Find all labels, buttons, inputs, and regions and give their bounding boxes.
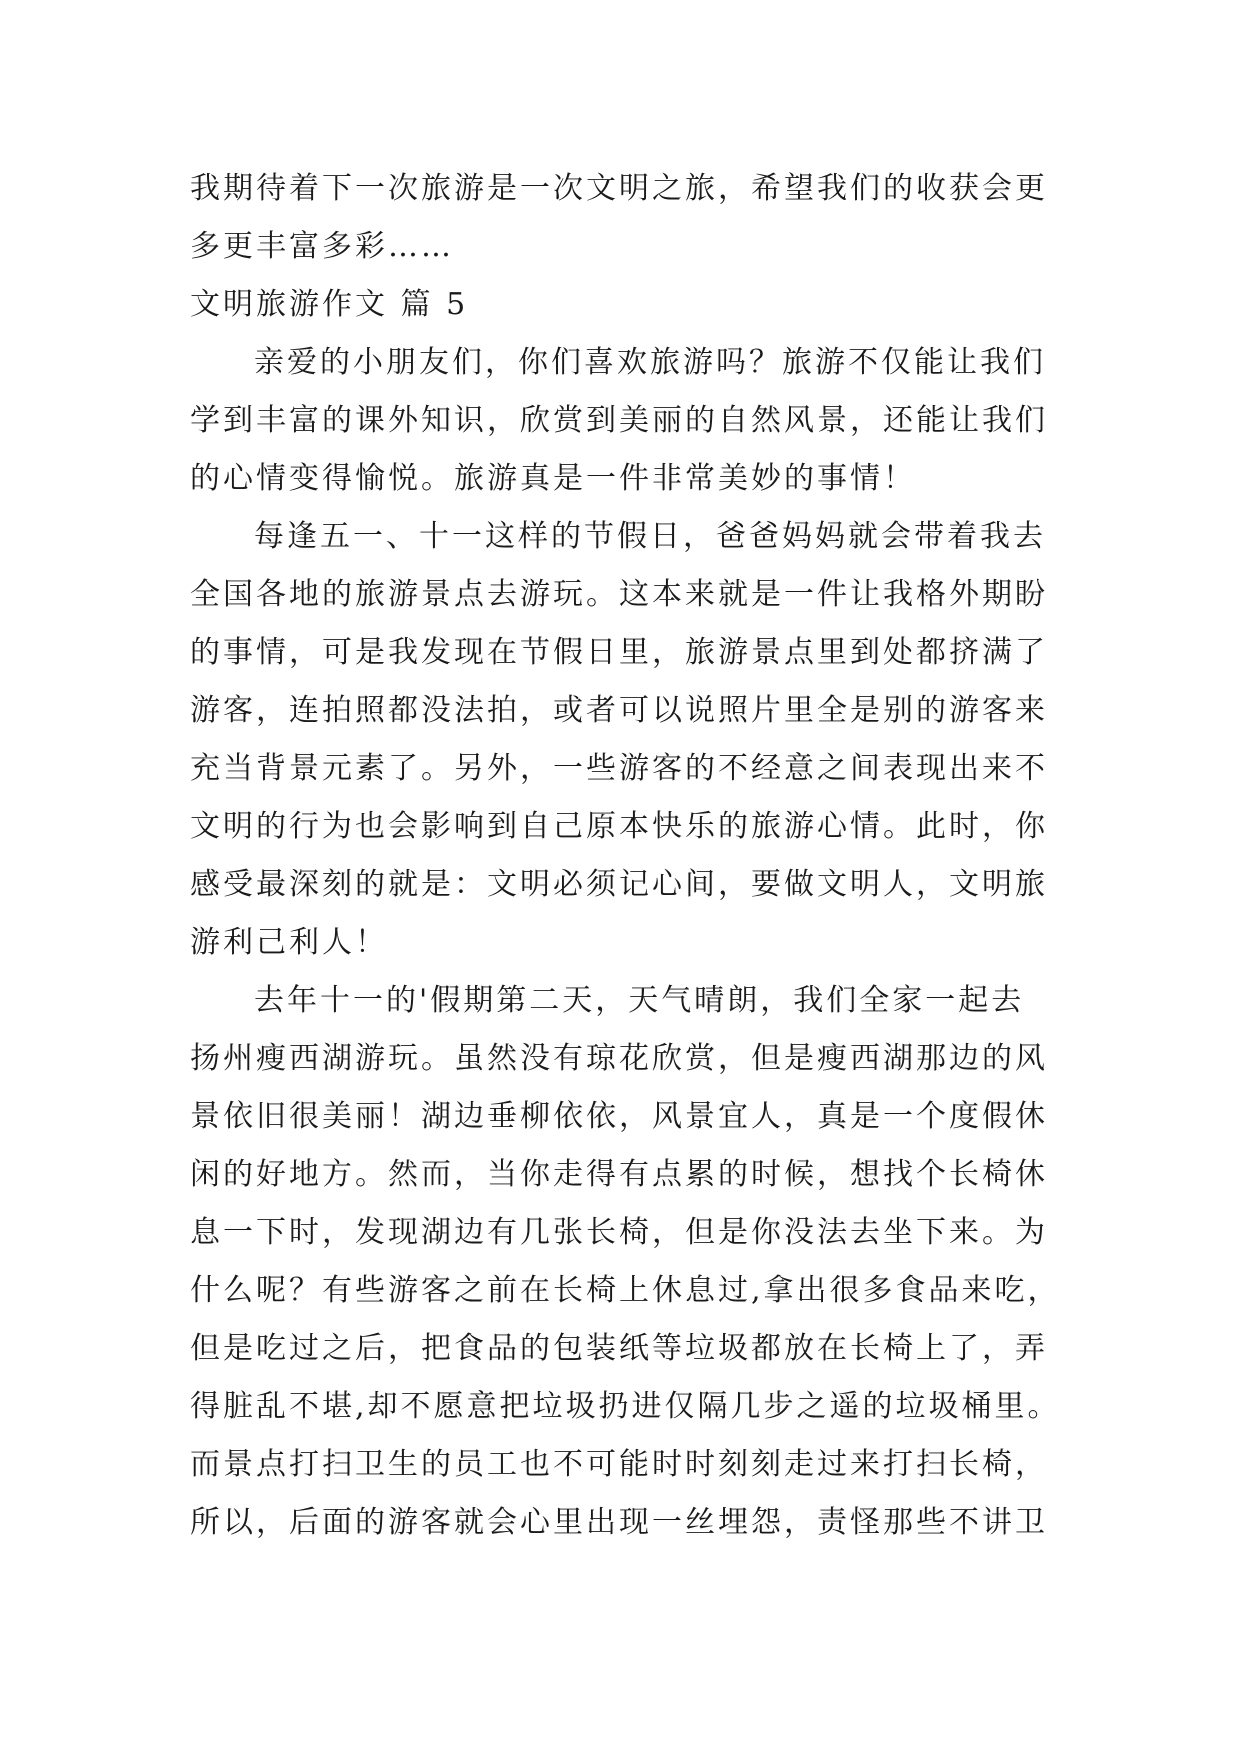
paragraph-2 — [190, 508, 1050, 972]
text-line: 感受最深刻的就是：文明必须记心间，要做文明人，文明旅 — [190, 867, 1048, 902]
text-line: 亲爱的小朋友们，你们喜欢旅游吗？旅游不仅能让我们 — [254, 345, 1046, 380]
text-line: 息一下时，发现湖边有几张长椅，但是你没法去坐下来。为 — [190, 1215, 1048, 1250]
text-line: 的心情变得愉悦。旅游真是一件非常美妙的事情！ — [190, 461, 916, 496]
text-line: 游客，连拍照都没法拍，或者可以说照片里全是别的游客来 — [190, 693, 1048, 728]
text-line: 得脏乱不堪,却不愿意把垃圾扔进仅隔几步之遥的垃圾桶里。 — [190, 1389, 1061, 1424]
text-line: 充当背景元素了。另外，一些游客的不经意之间表现出来不 — [190, 751, 1048, 786]
text-line: 什么呢？有些游客之前在长椅上休息过,拿出很多食品来吃， — [190, 1273, 1061, 1308]
section-heading: 文明旅游作文 篇 5 — [190, 287, 469, 322]
text-line: 但是吃过之后，把食品的包装纸等垃圾都放在长椅上了，弄 — [190, 1331, 1048, 1366]
intro-paragraph — [190, 160, 1050, 276]
paragraph-1 — [190, 334, 1050, 508]
text-line: 我期待着下一次旅游是一次文明之旅，希望我们的收获会更 — [190, 171, 1048, 206]
paragraph-3 — [190, 972, 1061, 1552]
text-line: 全国各地的旅游景点去游玩。这本来就是一件让我格外期盼 — [190, 577, 1048, 612]
text-line: 每逢五一、十一这样的节假日，爸爸妈妈就会带着我去 — [254, 519, 1046, 554]
text-line: 景依旧很美丽！湖边垂柳依依，风景宜人，真是一个度假休 — [190, 1099, 1048, 1134]
text-line: 多更丰富多彩…… — [190, 229, 454, 264]
text-line: 所以，后面的游客就会心里出现一丝埋怨，责怪那些不讲卫 — [190, 1505, 1048, 1540]
text-line: 扬州瘦西湖游玩。虽然没有琼花欣赏，但是瘦西湖那边的风 — [190, 1041, 1048, 1076]
text-line: 的事情，可是我发现在节假日里，旅游景点里到处都挤满了 — [190, 635, 1048, 670]
text-line: 学到丰富的课外知识，欣赏到美丽的自然风景，还能让我们 — [190, 403, 1048, 438]
text-line: 文明的行为也会影响到自己原本快乐的旅游心情。此时，你 — [190, 809, 1048, 844]
text-line: 游利己利人！ — [190, 925, 388, 960]
text-line: 闲的好地方。然而，当你走得有点累的时候，想找个长椅休 — [190, 1157, 1048, 1192]
document-page — [190, 160, 1061, 1552]
text-line: 而景点打扫卫生的员工也不可能时时刻刻走过来打扫长椅， — [190, 1447, 1048, 1482]
text-line: 去年十一的'假期第二天，天气晴朗，我们全家一起去 — [254, 983, 1025, 1018]
